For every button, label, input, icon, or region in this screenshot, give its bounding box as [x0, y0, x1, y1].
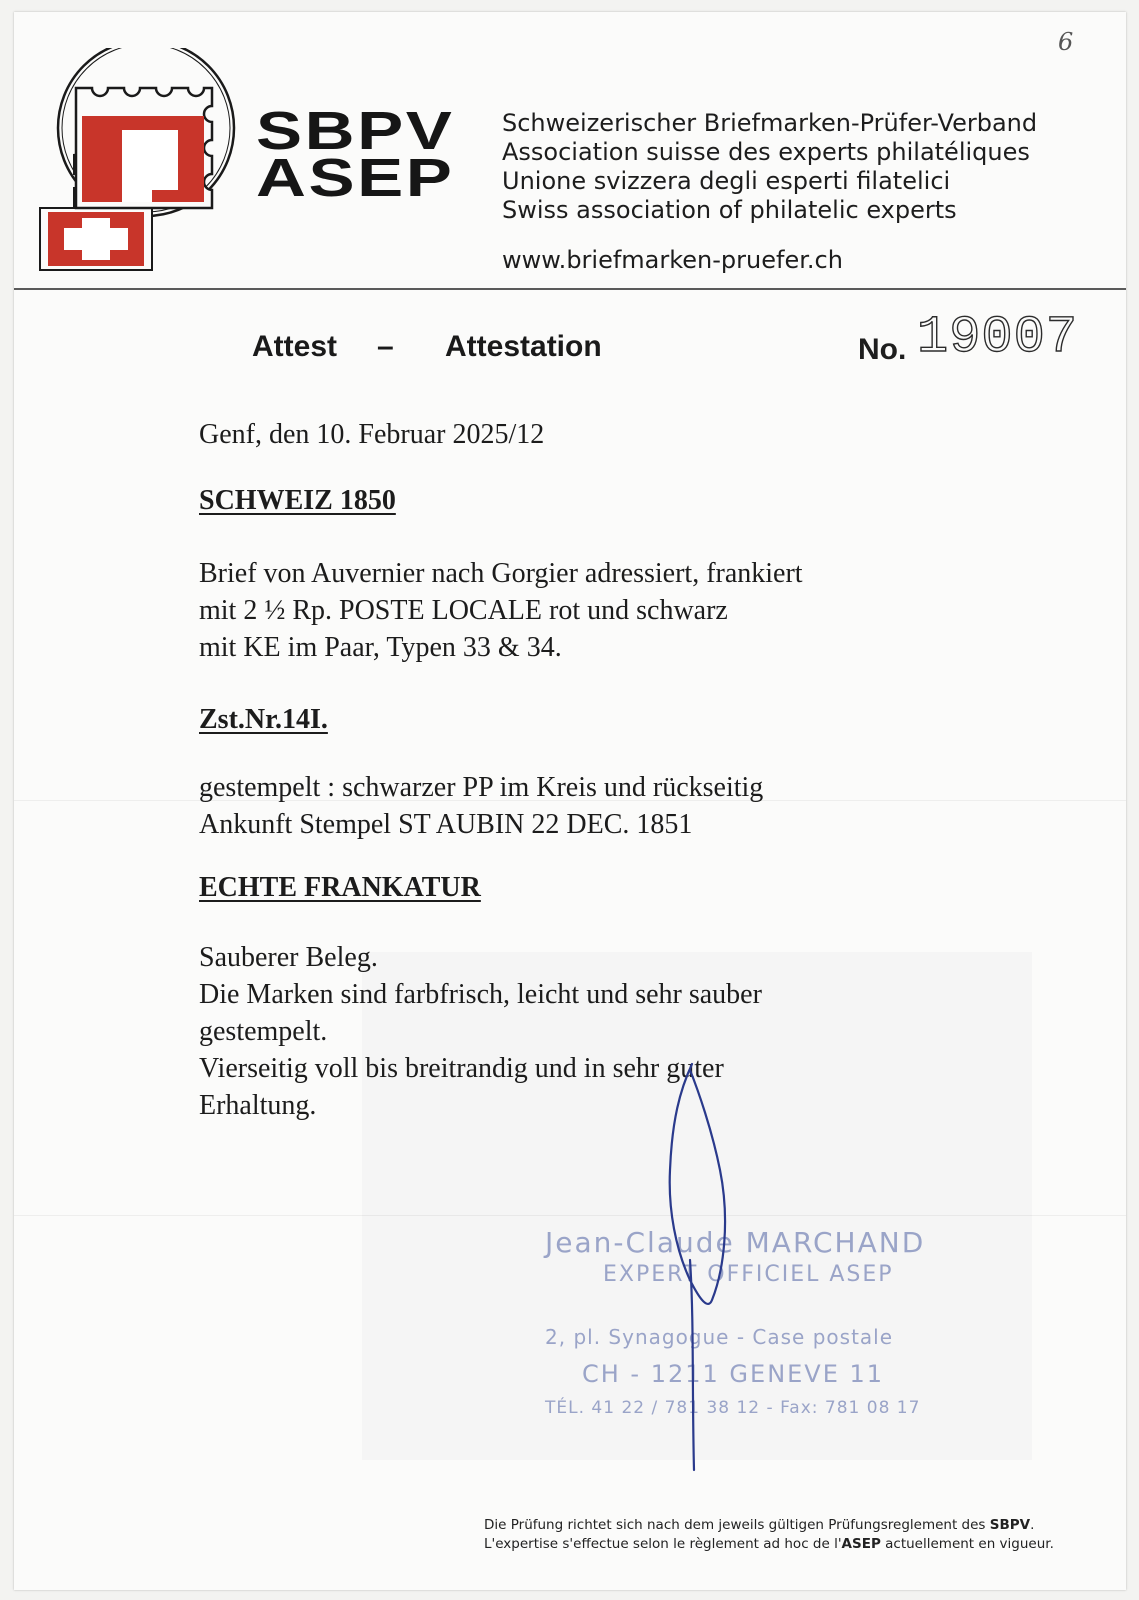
- org-name-en: Swiss association of philatelic experts: [502, 196, 957, 224]
- description-line: Brief von Auvernier nach Gorgier adressiert, frankiert: [199, 558, 803, 589]
- org-name-it: Unione svizzera degli esperti filatelici: [502, 167, 951, 195]
- footer-line-fr: L'expertise s'effectue selon le règlement ad hoc de l'ASEP actuellement en vigueur.: [484, 1536, 1054, 1552]
- condition-line: Erhaltung.: [199, 1090, 317, 1121]
- certificate-number-label: No.: [858, 333, 907, 366]
- description-line: mit 2 ½ Rp. POSTE LOCALE rot und schwarz: [199, 595, 728, 626]
- condition-line: Sauberer Beleg.: [199, 942, 378, 973]
- description-block: [199, 555, 803, 666]
- expert-stamp-city: CH - 1211 GENEVE 11: [582, 1360, 885, 1388]
- org-name-de: Schweizerischer Briefmarken-Prüfer-Verband: [502, 109, 1038, 137]
- footer-note: [484, 1516, 1054, 1554]
- org-name-fr: Association suisse des experts philatéliques: [502, 138, 1030, 166]
- expert-stamp-address: 2, pl. Synagogue - Case postale: [545, 1325, 894, 1349]
- header-divider: [14, 288, 1126, 290]
- expert-stamp-name: Jean-Claude MARCHAND: [545, 1226, 926, 1259]
- condition-line: Die Marken sind farbfrisch, leicht und sehr sauber: [199, 979, 762, 1010]
- catalog-number: Zst.Nr.14I.: [199, 704, 328, 735]
- cancellation-line: Ankunft Stempel ST AUBIN 22 DEC. 1851: [199, 809, 693, 840]
- expert-stamp-phone: TÉL. 41 22 / 781 38 12 - Fax: 781 08 17: [545, 1398, 921, 1418]
- description-line: mit KE im Paar, Typen 33 & 34.: [199, 632, 562, 663]
- cancellation-block: [199, 769, 763, 843]
- date-line: Genf, den 10. Februar 2025/12: [199, 419, 545, 450]
- expert-stamp-role: EXPERT OFFICIEL ASEP: [603, 1262, 894, 1287]
- org-acronym-fr: ASEP: [256, 148, 455, 208]
- condition-line: Vierseitig voll bis breitrandig und in sehr guter: [199, 1053, 724, 1084]
- org-acronym-de: SBPV: [256, 101, 455, 161]
- section-heading-country: SCHWEIZ 1850: [199, 485, 396, 516]
- org-acronyms: [256, 101, 455, 208]
- condition-line: gestempelt.: [199, 1016, 328, 1047]
- title-attestation: Attestation: [445, 330, 602, 363]
- section-heading-verdict: ECHTE FRANKATUR: [199, 872, 481, 903]
- cancellation-line: gestempelt : schwarzer PP im Kreis und rückseitig: [199, 772, 764, 803]
- handwritten-page-mark: 6: [1058, 28, 1074, 56]
- org-names: [502, 109, 1037, 225]
- website-link[interactable]: www.briefmarken-pruefer.ch: [502, 246, 843, 274]
- certificate-number: 19007: [917, 308, 1079, 367]
- sbpv-logo-icon: [28, 48, 244, 280]
- title-attest: Attest: [252, 330, 338, 363]
- title-separator: –: [377, 330, 394, 363]
- footer-line-de: Die Prüfung richtet sich nach dem jeweils gültigen Prüfungsreglement des SBPV.: [484, 1517, 1035, 1533]
- handwritten-signature: [650, 1060, 760, 1480]
